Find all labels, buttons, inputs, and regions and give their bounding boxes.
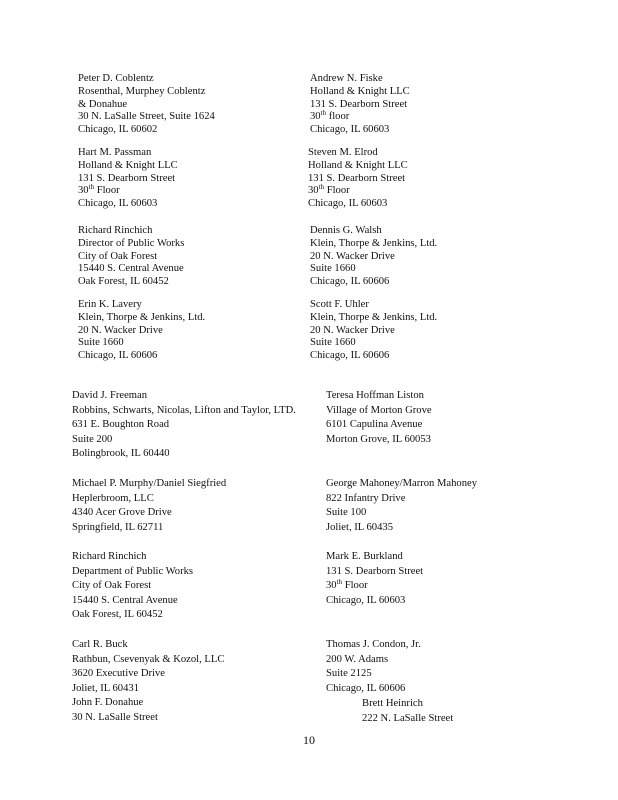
address-line xyxy=(326,579,423,594)
address-block xyxy=(78,73,215,137)
contact-name: Andrew N. Fiske xyxy=(310,73,383,84)
address-line: Holland & Knight LLC xyxy=(308,159,408,171)
floor-number: 30 xyxy=(308,185,319,197)
contact-name: Steven M. Elrod xyxy=(308,147,378,158)
contact-name: Dennis G. Walsh xyxy=(310,225,382,236)
address-line: 131 S. Dearborn Street xyxy=(308,172,406,184)
address-line: Chicago, IL 60603 xyxy=(308,198,388,210)
address-line: Suite 1660 xyxy=(310,263,356,275)
address-line: Suite 1660 xyxy=(78,337,124,349)
address-line: Joliet, IL 60435 xyxy=(326,521,393,533)
address-line: Holland & Knight LLC xyxy=(310,85,410,97)
address-line: Chicago, IL 60603 xyxy=(326,594,406,606)
address-line: Robbins, Schwarts, Nicolas, Lifton and Taylor, LTD. xyxy=(72,404,296,416)
address-line: Suite 2125 xyxy=(326,668,372,680)
address-line: Chicago, IL 60606 xyxy=(78,350,158,362)
floor-label: Floor xyxy=(342,580,368,592)
address-line: Oak Forest, IL 60452 xyxy=(78,276,169,288)
address-line xyxy=(308,185,408,198)
floor-label: Floor xyxy=(94,185,120,197)
address-line: Department of Public Works xyxy=(72,565,194,577)
address-block xyxy=(310,73,410,137)
address-block xyxy=(326,550,423,608)
ordinal-suffix: th xyxy=(336,578,343,587)
address-line: Klein, Thorpe & Jenkins, Ltd. xyxy=(78,311,206,323)
address-line: Joliet, IL 60431 xyxy=(72,682,139,694)
address-line: Suite 100 xyxy=(326,507,367,519)
address-block xyxy=(78,299,205,363)
address-line: 3620 Executive Drive xyxy=(72,668,165,680)
floor-number: 30 xyxy=(326,580,337,592)
address-line: 6101 Capulina Avenue xyxy=(326,419,423,431)
floor-label: Floor xyxy=(324,185,350,197)
address-line: Chicago, IL 60606 xyxy=(326,682,406,694)
contact-name: Richard Rinchich xyxy=(78,225,153,236)
contact-name: Richard Rinchich xyxy=(72,551,147,562)
address-line: 131 S. Dearborn Street xyxy=(310,98,408,110)
address-block xyxy=(72,638,224,726)
address-block xyxy=(326,638,421,696)
address-line: John F. Donahue xyxy=(72,697,144,709)
contact-name: Erin K. Lavery xyxy=(78,299,142,310)
contact-name: George Mahoney/Marron Mahoney xyxy=(326,478,478,489)
contact-name: Hart M. Passman xyxy=(78,147,152,158)
address-line: Springfield, IL 62711 xyxy=(72,521,164,533)
address-line: 4340 Acer Grove Drive xyxy=(72,507,172,519)
address-block xyxy=(310,225,437,289)
address-line: Director of Public Works xyxy=(78,237,185,249)
address-line: 222 N. LaSalle Street xyxy=(362,712,454,724)
contact-name: David J. Freeman xyxy=(72,390,148,401)
address-line: 131 S. Dearborn Street xyxy=(78,172,176,184)
address-line: 631 E. Boughton Road xyxy=(72,419,170,431)
address-line: 822 Infantry Drive xyxy=(326,492,406,504)
address-line: City of Oak Forest xyxy=(72,580,152,592)
floor-label: floor xyxy=(326,111,350,123)
contact-name: Carl R. Buck xyxy=(72,639,128,650)
address-line: 131 S. Dearborn Street xyxy=(326,565,424,577)
address-line: 15440 S. Central Avenue xyxy=(78,263,184,275)
ordinal-suffix: th xyxy=(318,183,325,192)
ordinal-suffix: th xyxy=(88,183,95,192)
address-block xyxy=(72,550,193,623)
address-line: Heplerbroom, LLC xyxy=(72,492,154,504)
address-line: 30 N. LaSalle Street xyxy=(72,711,158,723)
address-line: Village of Morton Grove xyxy=(326,404,432,416)
address-line: Rathbun, Csevenyak & Kozol, LLC xyxy=(72,653,225,665)
contact-name: Thomas J. Condon, Jr. xyxy=(326,639,421,650)
address-block xyxy=(72,477,226,535)
ordinal-suffix: th xyxy=(320,109,327,118)
address-block xyxy=(326,477,477,535)
address-line: Klein, Thorpe & Jenkins, Ltd. xyxy=(310,237,438,249)
address-line: Morton Grove, IL 60053 xyxy=(326,433,431,445)
address-block xyxy=(72,389,296,462)
address-line: 20 N. Wacker Drive xyxy=(78,324,163,336)
address-line: Chicago, IL 60603 xyxy=(310,124,390,136)
address-line: & Donahue xyxy=(78,98,128,110)
address-line: City of Oak Forest xyxy=(78,250,158,262)
address-block xyxy=(326,389,432,447)
address-line: Chicago, IL 60602 xyxy=(78,124,158,136)
address-line: Suite 1660 xyxy=(310,337,356,349)
address-line: Oak Forest, IL 60452 xyxy=(72,609,163,621)
address-line: 15440 S. Central Avenue xyxy=(72,594,178,606)
address-line xyxy=(310,111,410,124)
address-line: Klein, Thorpe & Jenkins, Ltd. xyxy=(310,311,438,323)
address-block xyxy=(310,299,437,363)
address-line: 20 N. Wacker Drive xyxy=(310,324,395,336)
page-number: 10 xyxy=(303,733,315,747)
address-line: 30 N. LaSalle Street, Suite 1624 xyxy=(78,111,215,123)
floor-number: 30 xyxy=(78,185,89,197)
address-block xyxy=(308,147,408,211)
contact-name: Mark E. Burkland xyxy=(326,551,403,562)
address-line: Chicago, IL 60603 xyxy=(78,198,158,210)
address-line: Suite 200 xyxy=(72,433,113,445)
address-line: Bolingbrook, IL 60440 xyxy=(72,448,170,460)
address-line xyxy=(78,185,178,198)
address-line: Chicago, IL 60606 xyxy=(310,350,390,362)
floor-number: 30 xyxy=(310,111,321,123)
address-line: 20 N. Wacker Drive xyxy=(310,250,395,262)
address-line: 200 W. Adams xyxy=(326,653,389,665)
address-block xyxy=(78,147,178,211)
address-line: Chicago, IL 60606 xyxy=(310,276,390,288)
contact-name: Brett Heinrich xyxy=(362,698,423,709)
contact-name: Scott F. Uhler xyxy=(310,299,369,310)
address-block xyxy=(78,225,184,289)
address-line: Holland & Knight LLC xyxy=(78,159,178,171)
contact-name: Teresa Hoffman Liston xyxy=(326,390,424,401)
contact-name: Michael P. Murphy/Daniel Siegfried xyxy=(72,478,227,489)
address-line: Rosenthal, Murphey Coblentz xyxy=(78,85,206,97)
address-block xyxy=(362,697,453,726)
contact-name: Peter D. Coblentz xyxy=(78,73,154,84)
